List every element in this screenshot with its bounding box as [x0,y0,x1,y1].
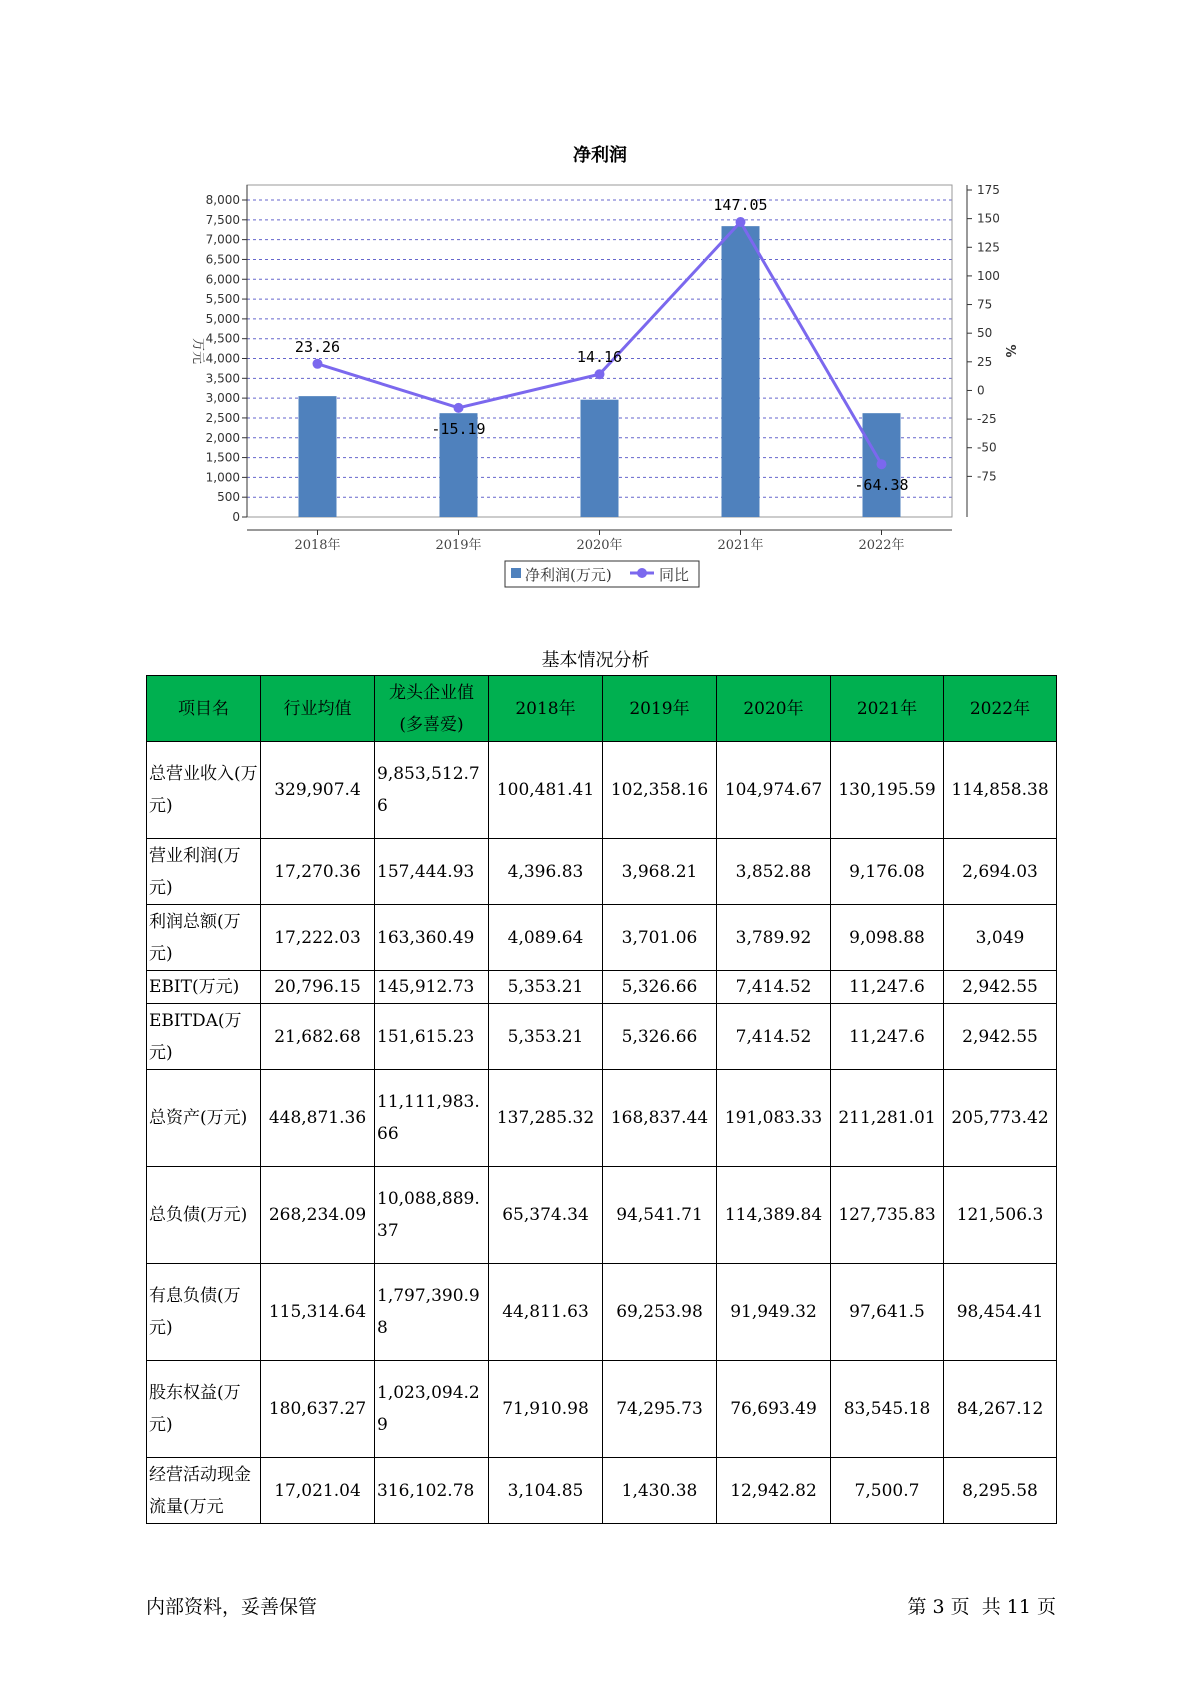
y2-axis-label: % [1002,344,1017,358]
table-cell: 5,353.21 [489,971,603,1004]
y2-tick-label: -25 [977,412,997,427]
y2-tick-label: -50 [977,440,997,455]
table-cell: 163,360.49 [375,905,489,971]
table-cell: 1,430.38 [603,1458,717,1524]
table-cell: 3,852.88 [717,839,831,905]
header-2020: 2020年 [717,676,831,742]
table-cell: 3,701.06 [603,905,717,971]
legend-bar-swatch [511,568,521,578]
y2-tick-label: 50 [977,326,993,341]
bar-net-profit [581,400,619,517]
y-tick-label: 3,000 [205,391,240,406]
table-cell: 1,797,390.98 [375,1264,489,1361]
x-tick-label: 2020年 [576,538,623,553]
y-tick-label: 1,500 [205,450,240,465]
table-cell: 7,500.7 [831,1458,944,1524]
row-label-cell: 总负债(万元) [147,1167,261,1264]
table-cell: 11,247.6 [831,1004,944,1070]
table-row [147,1167,1057,1264]
table-cell: 3,789.92 [717,905,831,971]
y-tick-label: 8,000 [205,193,240,207]
table-cell: 168,837.44 [603,1070,717,1167]
table-cell: 98,454.41 [944,1264,1057,1361]
table-cell: 211,281.01 [831,1070,944,1167]
right-axis [967,183,1000,517]
table-cell: 3,049 [944,905,1057,971]
table-cell: 151,615.23 [375,1004,489,1070]
table-cell: 7,414.52 [717,971,831,1004]
table-row [147,905,1057,971]
table-row [147,1458,1057,1524]
row-label-cell: EBITDA(万元) [147,1004,261,1070]
table-cell: 4,089.64 [489,905,603,971]
table-cell: 157,444.93 [375,839,489,905]
table-cell: 102,358.16 [603,742,717,839]
table-cell: 3,104.85 [489,1458,603,1524]
data-label-yoy: -15.19 [431,419,486,438]
table-cell: 71,910.98 [489,1361,603,1458]
y-tick-label: 7,500 [205,212,240,227]
table-cell: 84,267.12 [944,1361,1057,1458]
table-cell: 137,285.32 [489,1070,603,1167]
table-cell: 74,295.73 [603,1361,717,1458]
data-label-yoy: 23.26 [294,337,341,356]
chart-legend [505,561,699,587]
x-axis [247,530,952,553]
y2-tick-label: 150 [977,211,1000,226]
row-label-cell: 股东权益(万元) [147,1361,261,1458]
row-label-cell: 有息负债(万元) [147,1264,261,1361]
y2-tick-label: 0 [977,383,985,398]
line-point-yoy [736,217,746,227]
y2-tick-label: 125 [977,240,1000,255]
line-point-yoy [454,403,464,413]
bar-net-profit [722,226,760,517]
table-cell: 11,111,983.66 [375,1070,489,1167]
table-cell: 5,326.66 [603,1004,717,1070]
table-cell: 114,858.38 [944,742,1057,839]
y-tick-label: 7,000 [205,232,240,247]
table-cell: 2,942.55 [944,971,1057,1004]
header-industry-average: 行业均值 [261,676,375,742]
y-tick-label: 5,000 [205,311,240,326]
table-cell: 4,396.83 [489,839,603,905]
header-item-name: 项目名 [147,676,261,742]
table-cell: 20,796.15 [261,971,375,1004]
table-cell: 329,907.4 [261,742,375,839]
table-cell: 9,176.08 [831,839,944,905]
data-label-yoy: -64.38 [854,476,909,495]
table-cell: 130,195.59 [831,742,944,839]
table-cell: 17,021.04 [261,1458,375,1524]
table-cell: 10,088,889.37 [375,1167,489,1264]
bar-net-profit [299,396,337,517]
y-tick-label: 3,500 [205,371,240,386]
row-label-cell: 经营活动现金流量(万元 [147,1458,261,1524]
line-point-yoy [595,369,605,379]
footer-confidential-note: 内部资料，妥善保管 [146,1596,318,1618]
data-label-yoy: 14.16 [576,348,623,367]
table-cell: 97,641.5 [831,1264,944,1361]
table-cell: 65,374.34 [489,1167,603,1264]
x-tick-label: 2019年 [435,538,482,553]
table-cell: 17,222.03 [261,905,375,971]
y-tick-label: 6,000 [205,272,240,287]
y-tick-label: 5,500 [205,292,240,307]
row-label-cell: 利润总额(万元) [147,905,261,971]
table-cell: 1,023,094.29 [375,1361,489,1458]
data-label-yoy: 147.05 [713,196,768,215]
table-cell: 44,811.63 [489,1264,603,1361]
table-row [147,1070,1057,1167]
table-cell: 94,541.71 [603,1167,717,1264]
y-tick-label: 6,500 [205,252,240,267]
table-cell: 12,942.82 [717,1458,831,1524]
y-tick-label: 0 [232,510,240,524]
table-row [147,1361,1057,1458]
table-row [147,742,1057,839]
y-tick-label: 1,000 [205,470,240,485]
table-cell: 9,853,512.76 [375,742,489,839]
left-axis [206,185,247,524]
row-label-cell: 总资产(万元) [147,1070,261,1167]
legend-line-marker [637,568,647,578]
table-cell: 316,102.78 [375,1458,489,1524]
table-caption: 基本情况分析 [541,650,650,671]
line-point-yoy [877,459,887,469]
table-cell: 83,545.18 [831,1361,944,1458]
header-2019: 2019年 [603,676,717,742]
header-2018: 2018年 [489,676,603,742]
table-body [147,742,1057,1524]
table-cell: 91,949.32 [717,1264,831,1361]
table-cell: 205,773.42 [944,1070,1057,1167]
line-point-yoy [313,359,323,369]
x-tick-label: 2022年 [858,538,905,553]
y-tick-label: 4,000 [205,351,240,366]
y2-tick-label: 25 [977,354,993,369]
table-cell: 145,912.73 [375,971,489,1004]
table-cell: 21,682.68 [261,1004,375,1070]
table-cell: 100,481.41 [489,742,603,839]
table-cell: 5,326.66 [603,971,717,1004]
row-label-cell: EBIT(万元) [147,971,261,1004]
table-row [147,1004,1057,1070]
table-row [147,971,1057,1004]
table-cell: 268,234.09 [261,1167,375,1264]
table-cell: 115,314.64 [261,1264,375,1361]
header-2021: 2021年 [831,676,944,742]
y2-tick-label: 175 [977,183,1000,197]
header-leader-value: 龙头企业值 (多喜爱) [375,676,489,742]
y2-tick-label: 100 [977,268,1000,283]
y-axis-label: 万元 [190,337,205,365]
table-cell: 5,353.21 [489,1004,603,1070]
y-tick-label: 500 [217,490,240,505]
table-cell: 448,871.36 [261,1070,375,1167]
table-header-row [147,676,1057,742]
x-tick-label: 2018年 [294,538,341,553]
header-2022: 2022年 [944,676,1057,742]
table-cell: 191,083.33 [717,1070,831,1167]
table-cell: 2,694.03 [944,839,1057,905]
table-cell: 69,253.98 [603,1264,717,1361]
table-cell: 114,389.84 [717,1167,831,1264]
legend-line-label: 同比 [659,566,690,584]
table-row [147,1264,1057,1361]
table-cell: 9,098.88 [831,905,944,971]
table-cell: 17,270.36 [261,839,375,905]
table-cell: 76,693.49 [717,1361,831,1458]
table-cell: 2,942.55 [944,1004,1057,1070]
x-tick-label: 2021年 [717,538,764,553]
y2-tick-label: -75 [977,469,997,484]
table-cell: 7,414.52 [717,1004,831,1070]
table-cell: 104,974.67 [717,742,831,839]
table-cell: 8,295.58 [944,1458,1057,1524]
footer-page-number: 第 3 页 共 11 页 [907,1596,1056,1618]
y-tick-label: 2,000 [205,430,240,445]
table-cell: 11,247.6 [831,971,944,1004]
table-row [147,839,1057,905]
table-cell: 3,968.21 [603,839,717,905]
y2-tick-label: 75 [977,297,993,312]
chart-title: 净利润 [573,145,627,166]
table-cell: 121,506.3 [944,1167,1057,1264]
y-tick-label: 4,500 [205,331,240,346]
table-cell: 180,637.27 [261,1361,375,1458]
table-cell: 127,735.83 [831,1167,944,1264]
basic-analysis-table [146,675,1057,1524]
row-label-cell: 营业利润(万元) [147,839,261,905]
net-profit-chart [0,0,1191,600]
legend-bar-label: 净利润(万元) [525,566,612,584]
y-tick-label: 2,500 [205,410,240,425]
row-label-cell: 总营业收入(万元) [147,742,261,839]
